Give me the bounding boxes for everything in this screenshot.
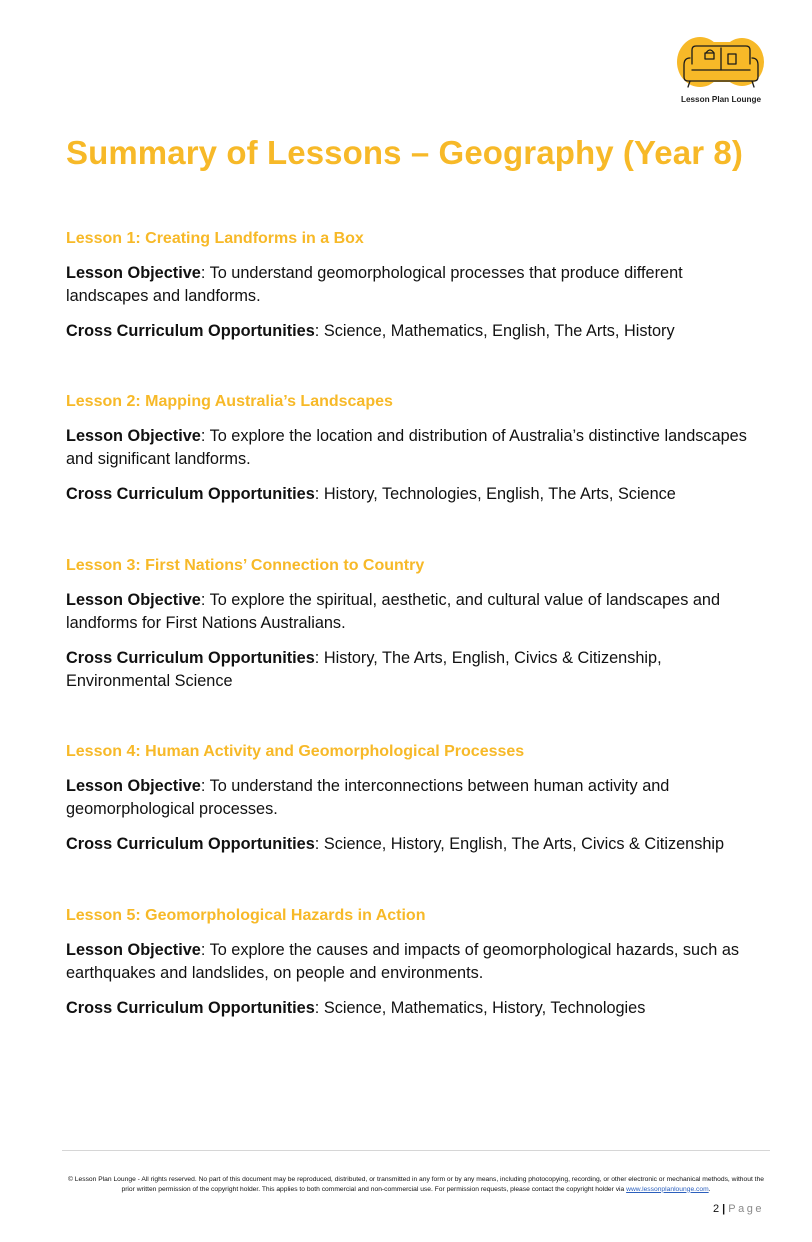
objective-label: Lesson Objective (66, 264, 201, 282)
lesson-3 (66, 556, 766, 693)
cross-text: : History, Technologies, English, The Arts, Science (314, 485, 676, 503)
page-title: Summary of Lessons – Geography (Year 8) (66, 134, 743, 171)
page-separator: | (719, 1203, 729, 1215)
objective-label: Lesson Objective (66, 941, 201, 959)
objective-label: Lesson Objective (66, 591, 201, 609)
copyright-end: . (708, 1185, 711, 1193)
cross-text: : Science, Mathematics, History, Technologies (314, 999, 646, 1017)
page-number-value: 2 (712, 1203, 720, 1215)
objective-text: : To explore the causes and impacts of geomorphological hazards, such as earthquakes and landslides, on people and environments. (66, 941, 740, 982)
cross-label: Cross Curriculum Opportunities (66, 835, 315, 853)
footer-divider (62, 1150, 770, 1151)
cross-curriculum (66, 647, 766, 693)
page-number (713, 1203, 764, 1215)
cross-text: : Science, Mathematics, English, The Arts, History (314, 322, 675, 340)
lesson-title: Lesson 4: Human Activity and Geomorphological Processes (66, 743, 525, 760)
lesson-title: Lesson 3: First Nations’ Connection to Country (66, 557, 425, 574)
cross-curriculum (66, 483, 766, 506)
objective-text: : To understand geomorphological processes that produce different landscapes and landforms. (66, 264, 683, 305)
cross-text: : Science, History, English, The Arts, Civics & Citizenship (314, 835, 725, 853)
objective-label: Lesson Objective (66, 777, 201, 795)
copyright-text: © Lesson Plan Lounge - All rights reserved. No part of this document may be reproduced, distributed, or transmitted in any form or by any means, including photocopying, recording, or other electronic or mechanical methods, without the prior written permission of the copyright holder. This applies to both commercial and non-commercial use. For permission requests, please contact the copyright holder via (68, 1176, 764, 1193)
website-link[interactable]: www.lessonplanlounge.com (626, 1185, 709, 1193)
lesson-objective (66, 425, 766, 471)
cross-curriculum (66, 997, 766, 1020)
objective-text: : To explore the location and distribution of Australia’s distinctive landscapes and significant landforms. (66, 427, 747, 468)
cross-curriculum (66, 833, 766, 856)
copyright-notice (66, 1175, 766, 1194)
lesson-4 (66, 742, 766, 856)
objective-text: : To explore the spiritual, aesthetic, and cultural value of landscapes and landforms for First Nations Australians. (66, 591, 721, 632)
logo-text: Lesson Plan Lounge (680, 95, 762, 104)
sofa-logo-icon (676, 34, 766, 94)
cross-label: Cross Curriculum Opportunities (66, 649, 315, 667)
logo (676, 34, 766, 108)
lesson-title: Lesson 1: Creating Landforms in a Box (66, 230, 364, 247)
lesson-2 (66, 392, 766, 506)
cross-label: Cross Curriculum Opportunities (66, 322, 315, 340)
lesson-objective (66, 775, 766, 821)
lesson-title: Lesson 2: Mapping Australia’s Landscapes (66, 393, 393, 410)
lesson-1 (66, 229, 766, 343)
cross-label: Cross Curriculum Opportunities (66, 485, 315, 503)
page-label: Page (728, 1203, 764, 1215)
cross-curriculum (66, 320, 766, 343)
objective-label: Lesson Objective (66, 427, 201, 445)
lesson-title: Lesson 5: Geomorphological Hazards in Action (66, 907, 426, 924)
cross-text: : History, The Arts, English, Civics & Citizenship, Environmental Science (66, 649, 662, 690)
lesson-objective (66, 589, 766, 635)
lesson-objective (66, 939, 766, 985)
lesson-objective (66, 262, 766, 308)
objective-text: : To understand the interconnections between human activity and geomorphological processes. (66, 777, 670, 818)
lesson-5 (66, 906, 766, 1020)
cross-label: Cross Curriculum Opportunities (66, 999, 315, 1017)
